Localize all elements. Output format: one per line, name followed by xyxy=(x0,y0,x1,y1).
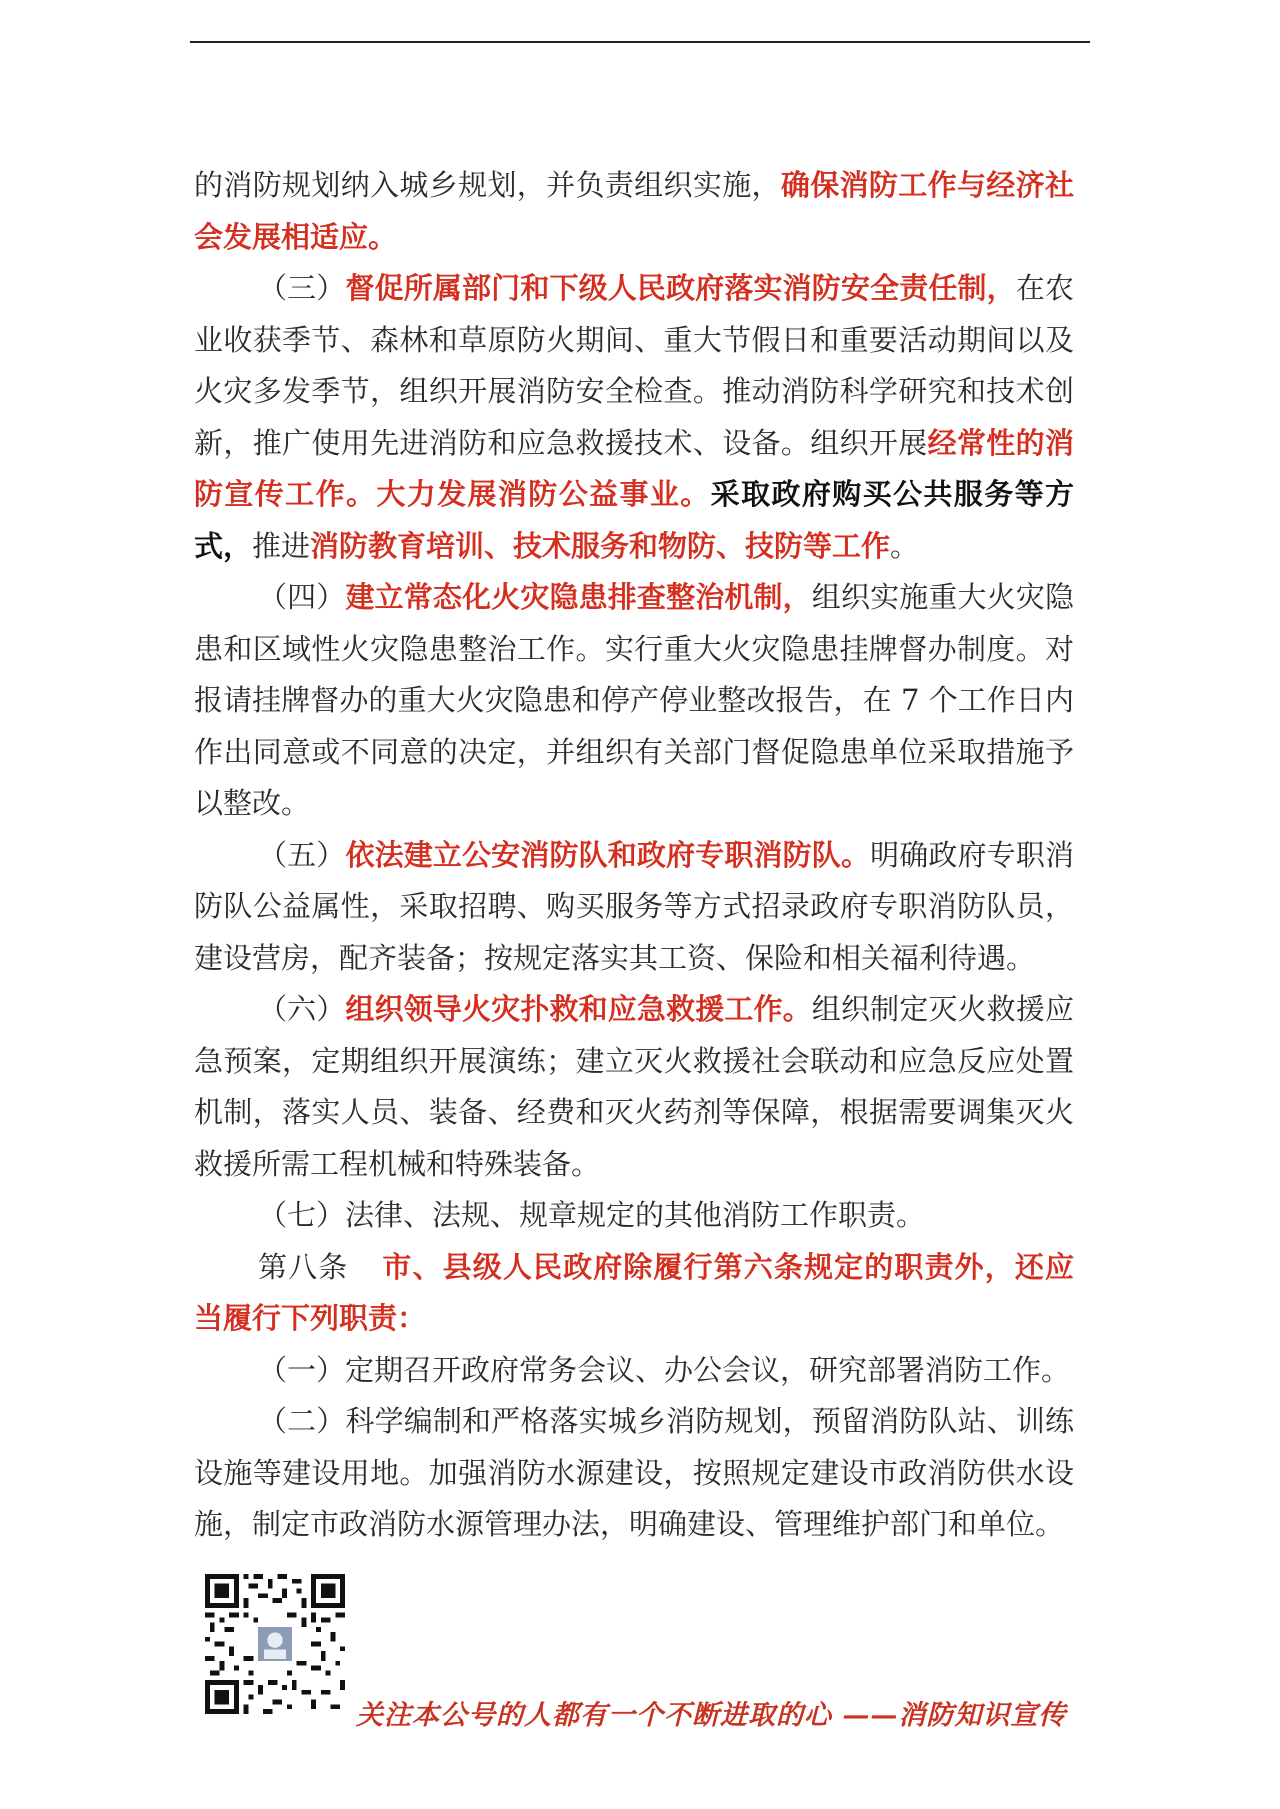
document-body xyxy=(194,160,1074,1551)
text-run: （三） xyxy=(258,271,346,305)
text-run: 。 xyxy=(890,528,920,563)
footer-slogan: 关注本公号的人都有一个不断进取的心 ——消防知识宣传 xyxy=(356,1700,1067,1731)
text-run: （四） xyxy=(258,580,346,614)
text-run: （一）定期召开政府常务会议、办公会议，研究部署消防工作。 xyxy=(258,1352,1071,1387)
highlight-run: 依法建立公安消防队和政府专职消防队。 xyxy=(345,837,871,872)
bold-run: 采取政府购买公共服务等方式， xyxy=(194,477,1074,563)
paragraph-item-3 xyxy=(194,263,1074,572)
article-8 xyxy=(194,1242,1074,1345)
highlight-run: 督促所属部门和下级人民政府落实消防安全责任制， xyxy=(345,271,1016,305)
text-run: （五） xyxy=(258,837,346,872)
text-run: 推进 xyxy=(252,528,311,563)
qr-code-icon xyxy=(205,1574,345,1714)
header-rule xyxy=(190,41,1090,43)
paragraph-item-1 xyxy=(194,1345,1074,1397)
text-run: （二）科学编制和严格落实城乡消防规划，预留消防队站、训练设施等建设用地。加强消防水源建设，按照规定建设市政消防供水设施，制定市政消防水源管理办法，明确建设、管理维护部门和单位。 xyxy=(194,1404,1074,1541)
highlight-run: 建立常态化火灾隐患排查整治机制， xyxy=(345,580,812,614)
highlight-run: 经常性的消防宣传工作。大力发展消防公益事业。 xyxy=(194,425,1074,511)
text-run: （七）法律、法规、规章规定的其他消防工作职责。 xyxy=(258,1198,926,1232)
article-label: 第八条 xyxy=(258,1249,349,1284)
paragraph-item-6 xyxy=(194,984,1074,1190)
text-run: 组织制定灭火救援应急预案，定期组织开展演练；建立灭火救援社会联动和应急反应处置机制，落实人员、装备、经费和灭火药剂等保障，根据需要调集灭火救援所需工程机械和特殊装备。 xyxy=(194,992,1074,1181)
text-run: 组织实施重大火灾隐患和区域性火灾隐患整治工作。实行重大火灾隐患挂牌督办制度。对报请挂牌督办的重大火灾隐患和停产停业整改报告，在 7 个工作日内作出同意或不同意的决定，并组织有关部门督促隐患单位采取措施予以整改。 xyxy=(194,580,1074,820)
paragraph-item-4 xyxy=(194,572,1074,830)
highlight-run: 确保消防工作与经济社会发展相适应。 xyxy=(194,168,1074,254)
text-run: 的消防规划纳入城乡规划，并负责组织实施， xyxy=(194,168,781,202)
text-run: 在农业收获季节、森林和草原防火期间、重大节假日和重要活动期间以及火灾多发季节，组织开展消防安全检查。推动消防科学研究和技术创新，推广使用先进消防和应急救援技术、设备。组织开展 xyxy=(194,271,1074,460)
paragraph-item-5 xyxy=(194,830,1074,985)
highlight-run: 消防教育培训、技术服务和物防、技防等工作 xyxy=(310,528,891,563)
text-run: 明确政府专职消防队公益属性，采取招聘、购买服务等方式招录政府专职消防队员，建设营房，配齐装备；按规定落实其工资、保险和相关福利待遇。 xyxy=(194,837,1074,975)
highlight-run: 市、县级人民政府除履行第六条规定的职责外，还应当履行下列职责： xyxy=(194,1249,1074,1335)
text-run: （六） xyxy=(258,992,346,1026)
paragraph-item-7 xyxy=(194,1190,1074,1242)
paragraph-item-2 xyxy=(194,1396,1074,1551)
highlight-run: 组织领导火灾扑救和应急救援工作。 xyxy=(345,992,812,1026)
paragraph-1 xyxy=(194,160,1074,263)
